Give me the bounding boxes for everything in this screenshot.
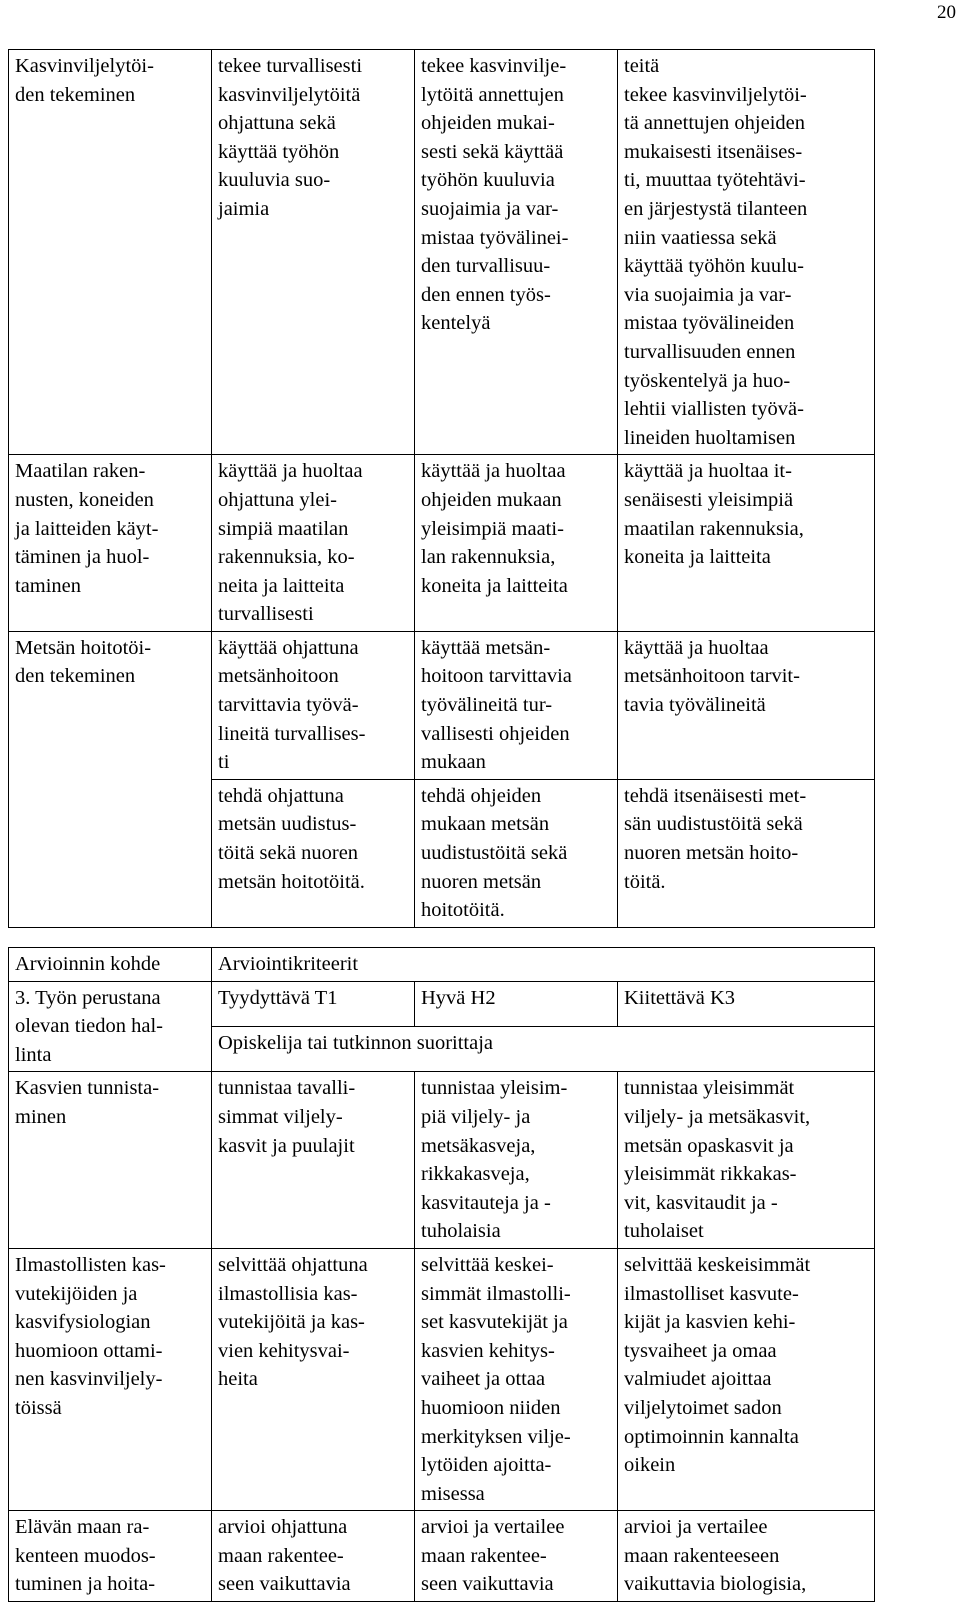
assessment-target-line: Ilmastollisten kas- [15,1253,166,1276]
criteria-k3-line: sän uudistustöitä sekä [624,813,803,836]
assessment-target-line: vutekijöiden ja [15,1282,138,1305]
table-row [9,1072,875,1249]
page-number: 20 [937,2,956,23]
assessment-target [9,50,212,455]
criteria-h2 [415,1072,618,1249]
criteria-h2-line: mistaa työvälinei- [421,226,569,249]
grade-k3: Kiitettävä K3 [618,981,875,1026]
criteria-h2-line: metsäkasveja, [421,1134,536,1157]
criteria-t1-line: simpiä maatilan [218,517,349,540]
criteria-k3-line: valmiudet ajoittaa [624,1368,772,1391]
criteria-k3-line: viljely- ja metsäkasvit, [624,1105,811,1128]
criteria-h2-line: työvälineitä tur- [421,694,553,717]
criteria-t1-line: metsän uudistus- [218,813,357,836]
criteria-k3-line: lineiden huoltamisen [624,426,796,449]
grade-h2: Hyvä H2 [415,981,618,1026]
criteria-k3 [618,631,875,779]
criteria-t1-line: heita [218,1368,258,1391]
criteria-k3-line: maatilan rakennuksia, [624,517,804,540]
criteria-h2 [415,1248,618,1510]
criteria-k3-line: käyttää ja huoltaa [624,636,769,659]
assessment-target-line: Maatilan raken- [15,460,146,483]
criteria-h2-line: merkityksen vilje- [421,1425,571,1448]
criteria-h2-line: rikkakasveja, [421,1163,530,1186]
assessment-target-line: nusten, koneiden [15,488,154,511]
criteria-h2-line: nuoren metsän [421,870,542,893]
criteria-h2 [415,50,618,455]
criteria-h2-line: mukaan [421,751,486,774]
criteria-h2-line: hoitotöitä. [421,899,505,922]
criteria-h2-line: den turvallisuu- [421,255,551,278]
criteria-k3-line: maan rakenteeseen [624,1544,780,1567]
criteria-t1-line: kasvinviljelytöitä [218,83,361,106]
criteria-k3-line: optimoinnin kannalta [624,1425,799,1448]
criteria-t1-line: vien kehitysvai- [218,1339,350,1362]
criteria-h2-line: simmät ilmastolli- [421,1282,571,1305]
criteria-k3-line: vaikuttavia biologisia, [624,1573,807,1596]
criteria-k3-line: käyttää ja huoltaa it- [624,460,792,483]
criteria-h2 [415,779,618,927]
criteria-k3-line: niin vaatiessa sekä [624,226,777,249]
criteria-k3-line: tuholaiset [624,1220,704,1243]
criteria-t1-line: töitä sekä nuoren [218,842,359,865]
assessment-target-line: tuminen ja hoita- [15,1573,156,1596]
criteria-t1-line: käyttää ohjattuna [218,636,359,659]
criteria-t1-line: kasvit ja puulajit [218,1134,355,1157]
assessment-target-line: Metsän hoitotöi- [15,636,152,659]
criteria-t1 [212,779,415,927]
criteria-table-section-3 [8,947,875,1602]
criteria-k3-line: kijät ja kasvien kehi- [624,1311,796,1334]
criteria-k3-line: selvittää keskeisimmät [624,1253,811,1276]
criteria-k3-line: yleisimmät rikkakas- [624,1163,797,1186]
criteria-h2 [415,631,618,779]
criteria-table-continued [8,49,875,928]
assessment-target-line: Elävän maan ra- [15,1516,150,1539]
table-row [9,1248,875,1510]
criteria-h2-line: kasvien kehitys- [421,1339,555,1362]
table-row [9,455,875,632]
criteria-h2-line: yleisimpiä maati- [421,517,564,540]
criteria-h2-line: den ennen työs- [421,283,551,306]
criteria-h2-line: ohjeiden mukai- [421,112,555,135]
criteria-t1-line: maan rakentee- [218,1544,344,1567]
criteria-h2-line: huomioon niiden [421,1396,561,1419]
criteria-h2-line: vaiheet ja ottaa [421,1368,546,1391]
criteria-k3-line: en järjestystä tilanteen [624,197,808,220]
criteria-t1-line: arvioi ohjattuna [218,1516,348,1539]
criteria-h2-line: koneita ja laitteita [421,574,568,597]
criteria-k3-line: senäisesti yleisimpiä [624,488,794,511]
table-header-row [9,948,875,982]
assessment-target-line: den tekeminen [15,665,136,688]
criteria-t1-line: lineitä turvallises- [218,722,366,745]
criteria-t1-line: käyttää ja huoltaa [218,460,363,483]
criteria-k3 [618,1248,875,1510]
criteria-k3-line: töitä. [624,870,666,893]
criteria-t1-line: jaimia [218,197,270,220]
table-row [9,631,875,779]
criteria-t1-line: ohjattuna sekä [218,112,336,135]
criteria-h2-line: kasvitauteja ja - [421,1191,551,1214]
criteria-k3-line: oikein [624,1454,676,1477]
assessment-target-line: den tekeminen [15,83,136,106]
criteria-h2-line: seen vaikuttavia [421,1573,554,1596]
criteria-k3-line: tä annettujen ohjeiden [624,112,806,135]
assessment-target-line: Kasvien tunnista- [15,1077,160,1100]
assessment-target-line: töissä [15,1396,62,1419]
section-title [9,981,212,1072]
criteria-h2-line: lytöiden ajoitta- [421,1454,552,1477]
criteria-h2-line: piä viljely- ja [421,1105,531,1128]
section-title-line: linta [15,1043,52,1066]
criteria-t1-line: vutekijöitä ja kas- [218,1311,365,1334]
section-title-line: 3. Työn perustana [15,986,161,1009]
criteria-h2-line: kentelyä [421,312,491,335]
criteria-k3-line: tehdä itsenäisesti met- [624,784,807,807]
assessment-target [9,1248,212,1510]
criteria-k3 [618,50,875,455]
criteria-t1-line: tehdä ohjattuna [218,784,344,807]
criteria-t1-line: selvittää ohjattuna [218,1253,368,1276]
criteria-t1-line: tunnistaa tavalli- [218,1077,356,1100]
criteria-k3-line: tysvaiheet ja omaa [624,1339,777,1362]
criteria-k3-line: teitä [624,55,660,77]
assessment-target-line: huomioon ottami- [15,1339,163,1362]
assessment-target [9,455,212,632]
criteria-h2-line: mukaan metsän [421,813,550,836]
criteria-t1 [212,50,415,455]
criteria-k3-line: viljelytoimet sadon [624,1396,782,1419]
criteria-t1 [212,1248,415,1510]
criteria-t1-line: kuuluvia suo- [218,169,331,192]
criteria-t1-line: ohjattuna ylei- [218,488,337,511]
criteria-h2-line: käyttää metsän- [421,636,551,659]
criteria-h2-line: tunnistaa yleisim- [421,1077,568,1100]
criteria-t1-line: metsän hoitotöitä. [218,870,365,893]
criteria-h2-line: työhön kuuluvia [421,169,555,192]
criteria-k3-line: metsän opaskasvit ja [624,1134,794,1157]
criteria-h2-line: tuholaisia [421,1220,501,1243]
criteria-k3-line: turvallisuuden ennen [624,340,796,363]
criteria-h2-line: uudistustöitä sekä [421,842,568,865]
criteria-k3-line: työskentelyä ja huo- [624,369,791,392]
header-assessment-criteria: Arviointikriteerit [212,948,875,982]
assessment-target [9,1072,212,1249]
criteria-h2-line: misessa [421,1482,485,1505]
table-row [9,50,875,455]
criteria-h2-line: sesti sekä käyttää [421,140,564,163]
criteria-k3-line: ilmastolliset kasvute- [624,1282,799,1305]
criteria-t1-line: seen vaikuttavia [218,1573,351,1596]
criteria-h2-line: käyttää ja huoltaa [421,460,566,483]
criteria-k3-line: käyttää työhön kuulu- [624,255,804,278]
criteria-t1-line: käyttää työhön [218,140,340,163]
criteria-t1-line: metsänhoitoon [218,665,339,688]
criteria-k3-line: nuoren metsän hoito- [624,842,799,865]
criteria-t1 [212,455,415,632]
criteria-k3-line: metsänhoitoon tarvit- [624,665,800,688]
criteria-k3-line: arvioi ja vertailee [624,1516,768,1539]
criteria-h2-line: selvittää keskei- [421,1253,554,1276]
criteria-k3-line: tunnistaa yleisimmät [624,1077,795,1100]
criteria-h2-line: hoitoon tarvittavia [421,665,572,688]
grade-t1: Tyydyttävä T1 [212,981,415,1026]
criteria-k3-line: mistaa työvälineiden [624,312,795,335]
criteria-k3-line: koneita ja laitteita [624,546,771,569]
criteria-h2-line: tehdä ohjeiden [421,784,542,807]
criteria-t1-line: neita ja laitteita [218,574,345,597]
criteria-h2-line: lytöitä annettujen [421,83,564,106]
criteria-t1-line: ilmastollisia kas- [218,1282,358,1305]
criteria-t1-line: ti [218,751,230,774]
criteria-h2-line: lan rakennuksia, [421,546,556,569]
assessment-target-line: ja laitteiden käyt- [15,517,159,540]
assessment-target-line: taminen [15,574,82,597]
assessment-target-line: kenteen muodos- [15,1544,156,1567]
criteria-h2-line: tekee kasvinvilje- [421,55,567,77]
criteria-t1-line: turvallisesti [218,603,314,626]
assessment-target-line: nen kasvinviljely- [15,1368,163,1391]
assessment-target-line: kasvifysiologian [15,1311,151,1334]
criteria-t1-line: simmat viljely- [218,1105,343,1128]
assessment-target [9,631,212,927]
grade-row [9,981,875,1026]
assessment-target-line: minen [15,1105,67,1128]
criteria-h2-line: maan rakentee- [421,1544,547,1567]
criteria-h2-line: arvioi ja vertailee [421,1516,565,1539]
criteria-t1-line: rakennuksia, ko- [218,546,355,569]
criteria-k3 [618,455,875,632]
criteria-t1-line: tarvittavia työvä- [218,694,359,717]
criteria-k3-line: tavia työvälineitä [624,694,766,717]
criteria-k3-line: via suojaimia ja var- [624,283,792,306]
criteria-k3-line: mukaisesti itsenäises- [624,140,803,163]
criteria-h2-line: vallisesti ohjeiden [421,722,570,745]
criteria-t1 [212,631,415,779]
criteria-k3-line: vit, kasvitaudit ja - [624,1191,778,1214]
criteria-k3 [618,1072,875,1249]
criteria-h2-line: ohjeiden mukaan [421,488,562,511]
criteria-k3 [618,779,875,927]
criteria-t1-line: tekee turvallisesti [218,55,363,77]
criteria-h2-line: suojaimia ja var- [421,197,559,220]
assessment-target-line: Kasvinviljelytöi- [15,55,154,77]
performer-label: Opiskelija tai tutkinnon suorittaja [212,1026,875,1071]
header-assessment-target: Arvioinnin kohde [9,948,212,982]
criteria-h2 [415,455,618,632]
criteria-h2-line: set kasvutekijät ja [421,1311,568,1334]
section-title-line: olevan tiedon hal- [15,1015,164,1038]
criteria-k3-line: tekee kasvinviljelytöi- [624,83,807,106]
assessment-target-line: täminen ja huol- [15,546,150,569]
criteria-k3-line: ti, muuttaa työtehtävi- [624,169,806,192]
criteria-k3-line: lehtii viallisten työvä- [624,398,804,421]
criteria-t1 [212,1072,415,1249]
